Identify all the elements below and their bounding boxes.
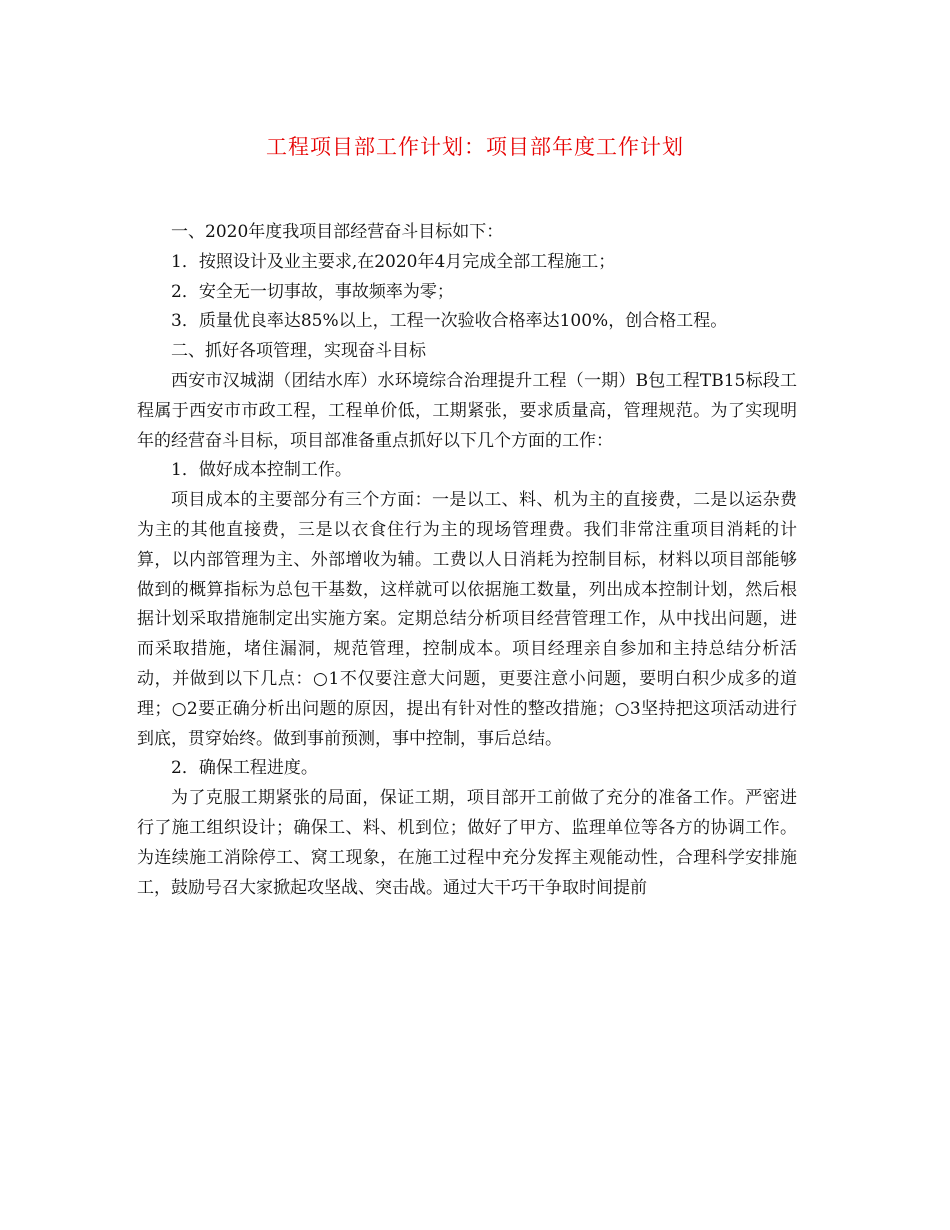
paragraph: 二、抓好各项管理，实现奋斗目标 xyxy=(171,341,426,362)
document-title: 工程项目部工作计划：项目部年度工作计划 xyxy=(266,135,684,159)
paragraph: 1．按照设计及业主要求,在2020年4月完成全部工程施工； xyxy=(171,251,616,272)
paragraph: 为了克服工期紧张的局面，保证工期，项目部开工前做了充分的准备工作。严密进行了施工组织设计；确保工、料、机到位；做好了甲方、监理单位等各方的协调工作。为连续施工消除停工、窝工现象，在施工过程中充分发挥主观能动性，合理科学安排施工，鼓励号召大家掀起攻坚战、突击战。通过大干巧干争取时间提前 xyxy=(137,788,797,898)
paragraph: 3．质量优良率达85%以上，工程一次验收合格率达100%，创合格工程。 xyxy=(171,311,728,332)
paragraph: 一、2020年度我项目部经营奋斗目标如下： xyxy=(171,222,504,242)
paragraph: 1．做好成本控制工作。 xyxy=(171,460,352,481)
paragraph: 2．确保工程进度。 xyxy=(171,758,318,779)
document-body xyxy=(137,218,797,903)
paragraph: 2．安全无一切事故，事故频率为零； xyxy=(171,281,454,302)
paragraph: 西安市汉城湖（团结水库）水环境综合治理提升工程（一期）B包工程TB15标段工程属于西安市市政工程，工程单价低，工期紧张，要求质量高，管理规范。为了实现明年的经营奋斗目标，项目部准备重点抓好以下几个方面的工作： xyxy=(137,370,797,451)
paragraph: 项目成本的主要部分有三个方面：一是以工、料、机为主的直接费，二是以运杂费为主的其他直接费，三是以衣食住行为主的现场管理费。我们非常注重项目消耗的计算，以内部管理为主、外部增收为辅。工费以人日消耗为控制目标，材料以项目部能够做到的概算指标为总包干基数，这样就可以依据施工数量，列出成本控制计划，然后根据计划采取措施制定出实施方案。定期总结分析项目经营管理工作，从中找出问题，进而采取措施，堵住漏洞，规范管理，控制成本。项目经理亲自参加和主持总结分析活动，并做到以下几点：○1不仅要注意大问题，更要注意小问题，要明白积少成多的道理；○2要正确分析出问题的原因，提出有针对性的整改措施；○3坚持把这项活动进行到底，贯穿始终。做到事前预测，事中控制，事后总结。 xyxy=(137,490,797,749)
